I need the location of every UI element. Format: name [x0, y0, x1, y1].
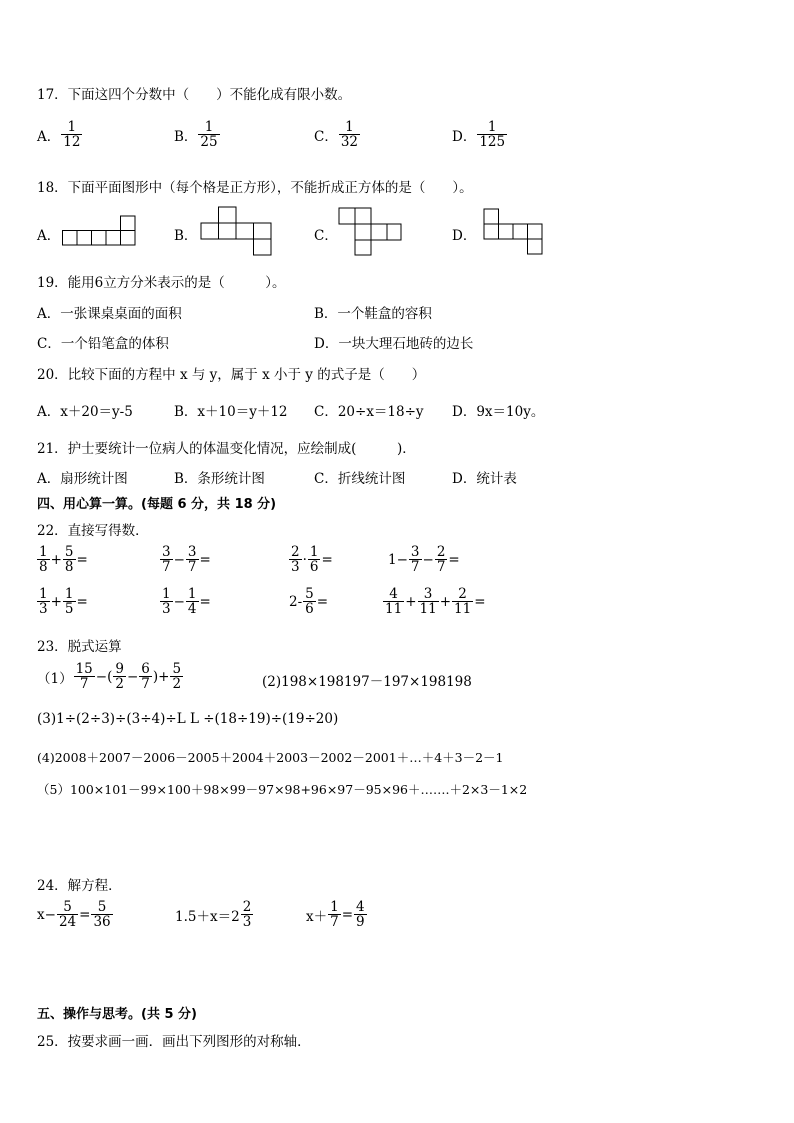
q23-part-1: （1） $\frac{15}{7}$ −( $\frac{9}{2}$ − $\frac{6}{7}$ )+ $\frac{5}{2}$ [37, 661, 182, 693]
section-4-title: 四、用心算一算。(每题 6 分，共 18 分) [37, 497, 277, 512]
q24-stem: 24．解方程． [37, 878, 122, 894]
fraction: $\frac{1}{25}$ [200, 119, 218, 151]
q21-option-d[interactable]: D．统计表 [452, 471, 517, 487]
q22-r2c1: $\frac{1}{3}$ + $\frac{1}{5}$ = [39, 586, 88, 618]
q18-option-a-label[interactable]: A． [37, 228, 61, 244]
q20-stem: 20．比较下面的方程中 x 与 y，属于 x 小于 y 的式子是（ ） [37, 367, 426, 383]
q19-option-a[interactable]: A．一张课桌桌面的面积 [37, 306, 182, 322]
q24-equation-1: x− $\frac{5}{24}$ = $\frac{5}{36}$ [37, 899, 111, 931]
q20-option-d[interactable]: D．9x＝10y。 [452, 404, 545, 420]
q17-option-b[interactable]: B． $\frac{1}{25}$ [174, 119, 218, 151]
q18-option-c-label[interactable]: C． [314, 228, 338, 244]
fraction: $\frac{1}{12}$ [63, 119, 81, 151]
q18-option-d-label[interactable]: D． [452, 228, 477, 244]
q21-option-a[interactable]: A．扇形统计图 [37, 471, 128, 487]
q20-option-b[interactable]: B．x＋10＝y＋12 [174, 404, 288, 420]
q22-r1c3: $\frac{2}{3}$ · $\frac{1}{6}$ = [291, 544, 333, 576]
q23-part-3: (3)1÷(2÷3)÷(3÷4)÷L L ÷(18÷19)÷(19÷20) [37, 711, 339, 727]
section-5-title: 五、操作与思考。(共 5 分) [37, 1007, 197, 1022]
q20-option-a[interactable]: A．x＋20＝y-5 [37, 404, 133, 420]
q23-part-5: （5）100×101－99×100＋98×99－97×98+96×97－95×96＋…….＋2×3－1×2 [37, 782, 528, 797]
q21-option-c[interactable]: C．折线统计图 [314, 471, 406, 487]
q24-equation-3: x＋ $\frac{1}{7}$ = $\frac{4}{9}$ [306, 899, 365, 931]
q21-stem: 21．护士要统计一位病人的体温变化情况，应绘制成( )． [37, 441, 416, 457]
q23-part-4: (4)2008＋2007－2006－2005＋2004＋2003－2002－2001＋…＋4＋3－2－1 [37, 750, 504, 765]
q17-option-a[interactable]: A． $\frac{1}{12}$ [37, 119, 81, 151]
q18-option-b-label[interactable]: B． [174, 228, 198, 244]
q22-r1c2: $\frac{3}{7}$ − $\frac{3}{7}$ = [162, 544, 211, 576]
q23-part-2: (2)198×198197－197×198198 [262, 674, 472, 690]
q17-option-c[interactable]: C． $\frac{1}{32}$ [314, 119, 359, 151]
q22-r1c1: $\frac{1}{8}$ + $\frac{5}{8}$ = [39, 544, 88, 576]
q24-equation-2: 1.5＋x＝2 $\frac{2}{3}$ [175, 899, 252, 931]
q19-stem: 19．能用6立方分米表示的是（ ）。 [37, 275, 286, 291]
cube-net-d [483, 208, 545, 256]
q19-option-b[interactable]: B．一个鞋盒的容积 [314, 306, 432, 322]
q17-option-d[interactable]: D． $\frac{1}{125}$ [452, 119, 506, 151]
q17-stem: 17．下面这四个分数中（ ）不能化成有限小数。 [37, 87, 352, 103]
q22-r2c3: 2- $\frac{5}{6}$ = [289, 586, 329, 618]
fraction: $\frac{1}{125}$ [479, 119, 506, 151]
q21-option-b[interactable]: B．条形统计图 [174, 471, 265, 487]
q19-option-c[interactable]: C．一个铅笔盒的体积 [37, 336, 169, 352]
q23-stem: 23．脱式运算 [37, 639, 122, 655]
q22-r1c4: 1− $\frac{3}{7}$ − $\frac{2}{7}$ = [388, 544, 460, 576]
cube-net-b [200, 206, 275, 256]
q22-stem: 22．直接写得数． [37, 523, 149, 539]
cube-net-c [338, 206, 403, 256]
q25-stem: 25．按要求画一画．画出下列图形的对称轴． [37, 1034, 311, 1050]
cube-net-a [62, 215, 137, 247]
q20-option-c[interactable]: C．20÷x＝18÷y [314, 404, 424, 420]
q22-r2c4: $\frac{4}{11}$ + $\frac{3}{11}$ + $\frac{2}{11}$ = [385, 586, 486, 618]
q19-option-d[interactable]: D．一块大理石地砖的边长 [314, 336, 474, 352]
fraction: $\frac{1}{32}$ [340, 119, 359, 151]
q18-stem: 18．下面平面图形中（每个格是正方形），不能折成正方体的是（ ）。 [37, 180, 473, 196]
q22-r2c2: $\frac{1}{3}$ − $\frac{1}{4}$ = [162, 586, 211, 618]
